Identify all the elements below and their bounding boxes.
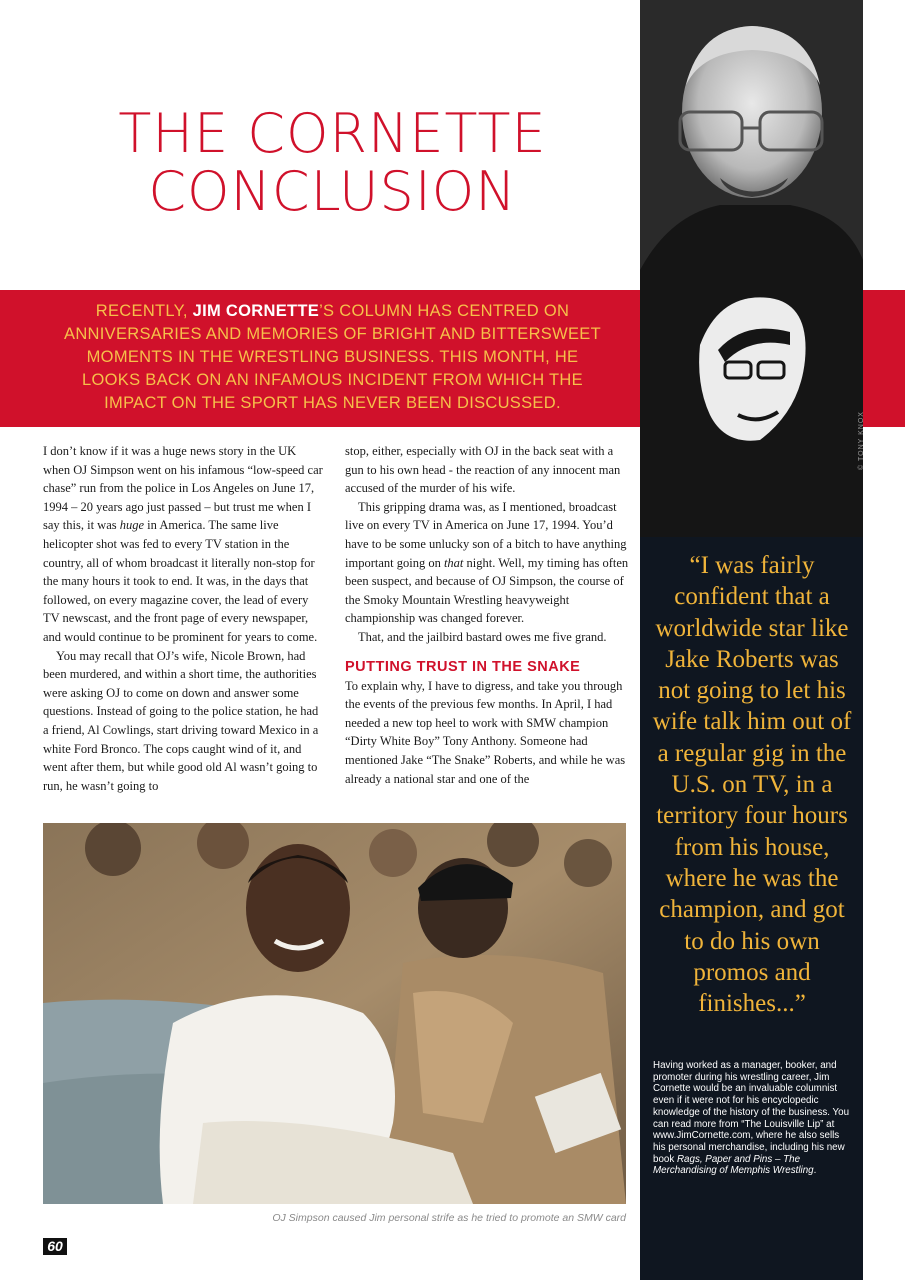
emphasis: huge bbox=[119, 518, 145, 533]
title-line-1: THE CORNETTE bbox=[118, 102, 547, 165]
bio-book-title: Rags, Paper and Pins – The Merchandising of Memphis Wrestling bbox=[653, 1153, 814, 1177]
text: This gripping drama was, as I mentioned, broadcast live on every TV in America on June 17, 1994. You’d have to be some unlucky son of a bitch to have anything important going on bbox=[345, 499, 627, 570]
author-bio bbox=[653, 1060, 853, 1177]
pull-quote: “I was fairly confident that a worldwide star like Jake Roberts was not going to let his wife talk him out of a regular gig in the U.S. on TV, in a territory four hours from his house, where he was the champion, and got to do his own promos and finishes...” bbox=[652, 552, 852, 1018]
standfirst-text bbox=[60, 300, 605, 415]
text: in America. The same live helicopter shot was fed to every TV station in the country, all of whom broadcast it literally non-stop for the many hours it took to end. It was, in the days that followed, on every magazine cover, the lead of every TV newscast, and the front page of every newspaper, and would continue to be prominent for years to come. bbox=[43, 518, 318, 644]
paragraph bbox=[43, 442, 325, 647]
standfirst-author: JIM CORNETTE bbox=[192, 302, 320, 320]
photo-illustration bbox=[43, 823, 626, 1204]
standfirst-pre: RECENTLY, bbox=[95, 302, 193, 320]
body-column-2 bbox=[345, 442, 629, 788]
standfirst-post: ’S COLUMN HAS CENTRED ON ANNIVERSARIES AND MEMORIES OF BRIGHT AND BITTERSWEET MOMENTS IN THE WRESTLING BUSINESS. THIS MONTH, HE LOOKS BACK ON AN INFAMOUS INCIDENT FROM WHICH THE IMPACT ON THE SPORT HAS NEVER BEEN DISCUSSED. bbox=[64, 302, 601, 412]
text: night. Well, my timing has often been suspect, and because of OJ Simpson, the course of the Smoky Mountain Wrestling heavyweight championship was changed forever. bbox=[345, 555, 629, 626]
paragraph: To explain why, I have to digress, and take you through the events of the previous few months. In April, I had needed a new top heel to work with SMW champion “Dirty White Boy” Tony Anthony. Someone had mentioned Jake “The Snake” Roberts, and while he was already a national star and one of the bbox=[345, 678, 626, 786]
article-photo bbox=[43, 823, 626, 1204]
photo-caption: OJ Simpson caused Jim personal strife as he tried to promote an SMW card bbox=[272, 1212, 626, 1224]
paragraph: That, and the jailbird bastard owes me five grand. bbox=[358, 629, 607, 644]
bio-end: . bbox=[813, 1165, 817, 1177]
body-column-1 bbox=[43, 442, 325, 795]
text: I don’t know if it was a huge news story in the UK when OJ Simpson went on his infamous “low-speed car chase” run from the police in Los Angeles on June 17, 1994 – 20 years ago just passed – but trust me when I say this, it was bbox=[43, 444, 323, 533]
paragraph: stop, either, especially with OJ in the back seat with a gun to his own head - the reaction of any innocent man accused of the murder of his wife. bbox=[345, 444, 621, 496]
author-portrait bbox=[640, 0, 863, 537]
paragraph: You may recall that OJ’s wife, Nicole Brown, had been murdered, and within a short time, the authorities were asking OJ to come on down and answer some questions. Instead of going to the police station, he had a friend, Al Cowlings, start driving toward Mexico in a white Ford Bronco. The cops caught wind of it, and went after them, but while good old Al wasn’t going to run, he wasn’t going to bbox=[43, 648, 319, 793]
portrait-illustration bbox=[640, 0, 863, 537]
section-subhead: PUTTING TRUST IN THE SNAKE bbox=[345, 658, 581, 675]
article-title bbox=[60, 102, 605, 223]
title-line-2: CONCLUSION bbox=[148, 160, 517, 223]
paragraph bbox=[345, 498, 629, 628]
emphasis: that bbox=[443, 555, 464, 570]
page-number: 60 bbox=[43, 1238, 67, 1255]
photo-credit: © TONY KNOX bbox=[858, 411, 865, 470]
bio-text: Having worked as a manager, booker, and promoter during his wrestling career, Jim Cornette would be an invaluable columnist even if it were not for his encyclopedic knowledge of the history of the business. You can read more from “The Louisville Lip” at www.JimCornette.com, where he also sells his personal merchandise, including his new book bbox=[653, 1060, 850, 1165]
